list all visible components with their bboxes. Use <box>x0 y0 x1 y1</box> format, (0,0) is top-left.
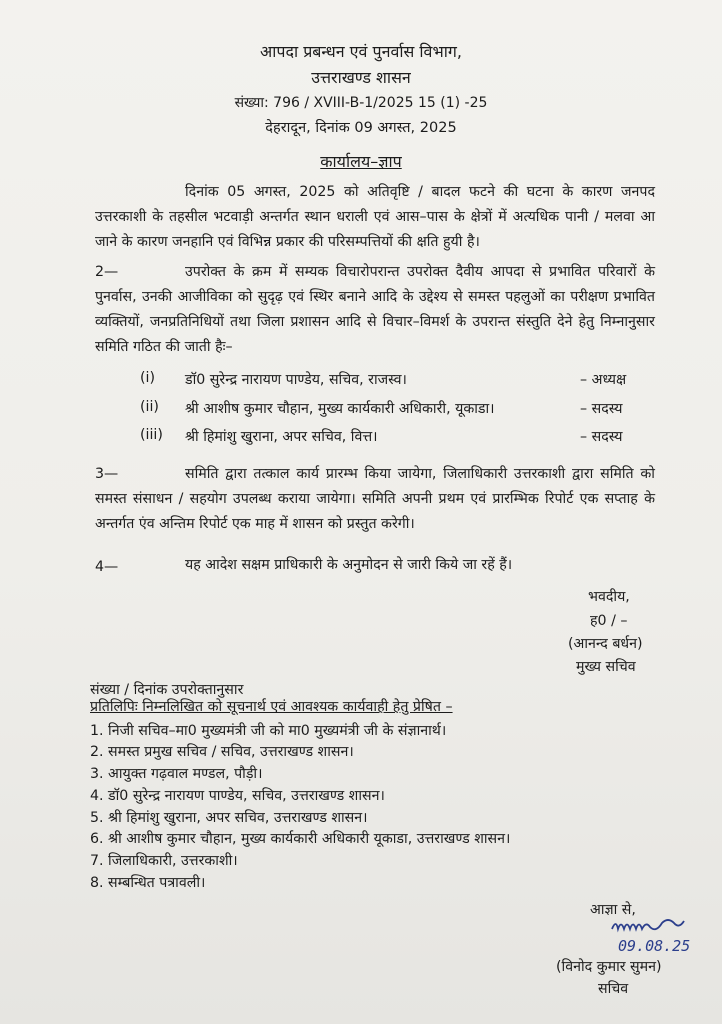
member-3-role: – सदस्य <box>580 429 623 445</box>
member-2-number: (ii) <box>140 399 159 415</box>
by-order-text: आज्ञा से, <box>590 902 636 918</box>
member-1-role: – अध्यक्ष <box>580 372 627 388</box>
member-3-number: (iii) <box>140 427 163 443</box>
paragraph-1-text: दिनांक 05 अगस्त, 2025 को अतिवृष्टि / बादल फटने की घटना के कारण जनपद उत्तरकाशी के तहसील भटवाड़ी अन्तर्गत स्थान धराली एवं आस–पास के क्षेत्रों में अत्यधिक पानी / मलवा आ जाने के कारण जनहानि एवं विभिन्न प्रकार की परिसम्पत्तियों की क्षति हुयी है। <box>95 184 655 250</box>
copy-item: 5. श्री हिमांशु खुराना, अपर सचिव, उत्तराखण्ड शासन। <box>90 810 368 826</box>
signed-mark: ह0 / – <box>590 613 628 629</box>
copy-item: 8. सम्बन्धित पत्रावली। <box>90 875 206 891</box>
salutation: भवदीय, <box>588 589 630 605</box>
paragraph-4-text: यह आदेश सक्षम प्राधिकारी के अनुमोदन से जारी किये जा रहें हैं। <box>185 557 513 573</box>
paragraph-2-text: उपरोक्त के क्रम में सम्यक विचारोपरान्त उपरोक्त दैवीय आपदा से प्रभावित परिवारों के पुनर्वास, उनकी आजीविका को सुदृढ़ एवं स्थिर बनाने आदि के उद्देश्य से समस्त पहलुओं का परीक्षण प्रभावित व्यक्तियों, जनप्रतिनिधियों तथा जिला प्रशासन आदि से विचार–विमर्श के उपरान्त संस्तुति देने हेतु निम्नानुसार समिति गठित की जाती हैः– <box>95 264 655 355</box>
paragraph-1 <box>95 180 655 255</box>
copy-item: 7. जिलाधिकारी, उत्तरकाशी। <box>90 853 238 869</box>
government-name: उत्तराखण्ड शासन <box>311 68 411 87</box>
signatory-designation: मुख्य सचिव <box>576 659 636 675</box>
copy-item: 6. श्री आशीष कुमार चौहान, मुख्य कार्यकारी अधिकारी यूकाडा, उत्तराखण्ड शासन। <box>90 831 511 847</box>
paragraph-4-number: 4— <box>95 559 119 575</box>
member-1-name: डॉ0 सुरेन्द्र नारायण पाण्डेय, सचिव, राजस्व। <box>185 372 407 388</box>
department-name: आपदा प्रबन्धन एवं पुनर्वास विभाग, <box>260 42 462 61</box>
handwritten-date: 09.08.25 <box>618 937 691 955</box>
member-2-name: श्री आशीष कुमार चौहान, मुख्य कार्यकारी अधिकारी, यूकाडा। <box>185 401 495 417</box>
paragraph-2 <box>95 260 655 360</box>
paragraph-3 <box>95 462 655 537</box>
paragraph-3-text: समिति द्वारा तत्काल कार्य प्रारम्भ किया जायेगा, जिलाधिकारी उत्तरकाशी द्वारा समिति को समस्त संसाधन / सहयोग उपलब्ध कराया जायेगा। समिति अपनी प्रथम एवं प्रारम्भिक रिपोर्ट एक सप्ताह के अन्तर्गत एंव अन्तिम रिपोर्ट एक माह में शासन को प्रस्तुत करेगी। <box>95 466 655 532</box>
copy-item: 2. समस्त प्रमुख सचिव / सचिव, उत्तराखण्ड शासन। <box>90 744 354 760</box>
paragraph-3-number: 3— <box>95 466 119 482</box>
copy-heading: प्रतिलिपिः निम्नलिखित को सूचनार्थ एवं आवश्यक कार्यवाही हेतु प्रेषित – <box>90 699 453 715</box>
member-3-name: श्री हिमांशु खुराना, अपर सचिव, वित्त। <box>185 429 378 445</box>
secretary-designation: सचिव <box>598 981 629 997</box>
signatory-name: (आनन्द बर्धन) <box>568 636 643 652</box>
copy-item: 4. डॉ0 सुरेन्द्र नारायण पाण्डेय, सचिव, उत्तराखण्ड शासन। <box>90 788 385 804</box>
copy-item: 1. निजी सचिव–मा0 मुख्यमंत्री जी को मा0 मुख्यमंत्री जी के संज्ञानार्थ। <box>90 723 447 739</box>
letter-number: संख्या: 796 / XVIII-B-1/2025 15 (1) -25 <box>234 95 488 111</box>
copy-reference: संख्या / दिनांक उपरोक्तानुसार <box>90 682 244 698</box>
copy-item: 3. आयुक्त गढ़वाल मण्डल, पौड़ी। <box>90 766 263 782</box>
paragraph-2-number: 2— <box>95 264 119 280</box>
place-date: देहरादून, दिनांक 09 अगस्त, 2025 <box>265 120 457 136</box>
member-1-number: (i) <box>140 370 156 386</box>
document-title: कार्यालय–ज्ञाप <box>320 152 402 171</box>
secretary-name: (विनोद कुमार सुमन) <box>556 959 662 975</box>
member-2-role: – सदस्य <box>580 401 623 417</box>
